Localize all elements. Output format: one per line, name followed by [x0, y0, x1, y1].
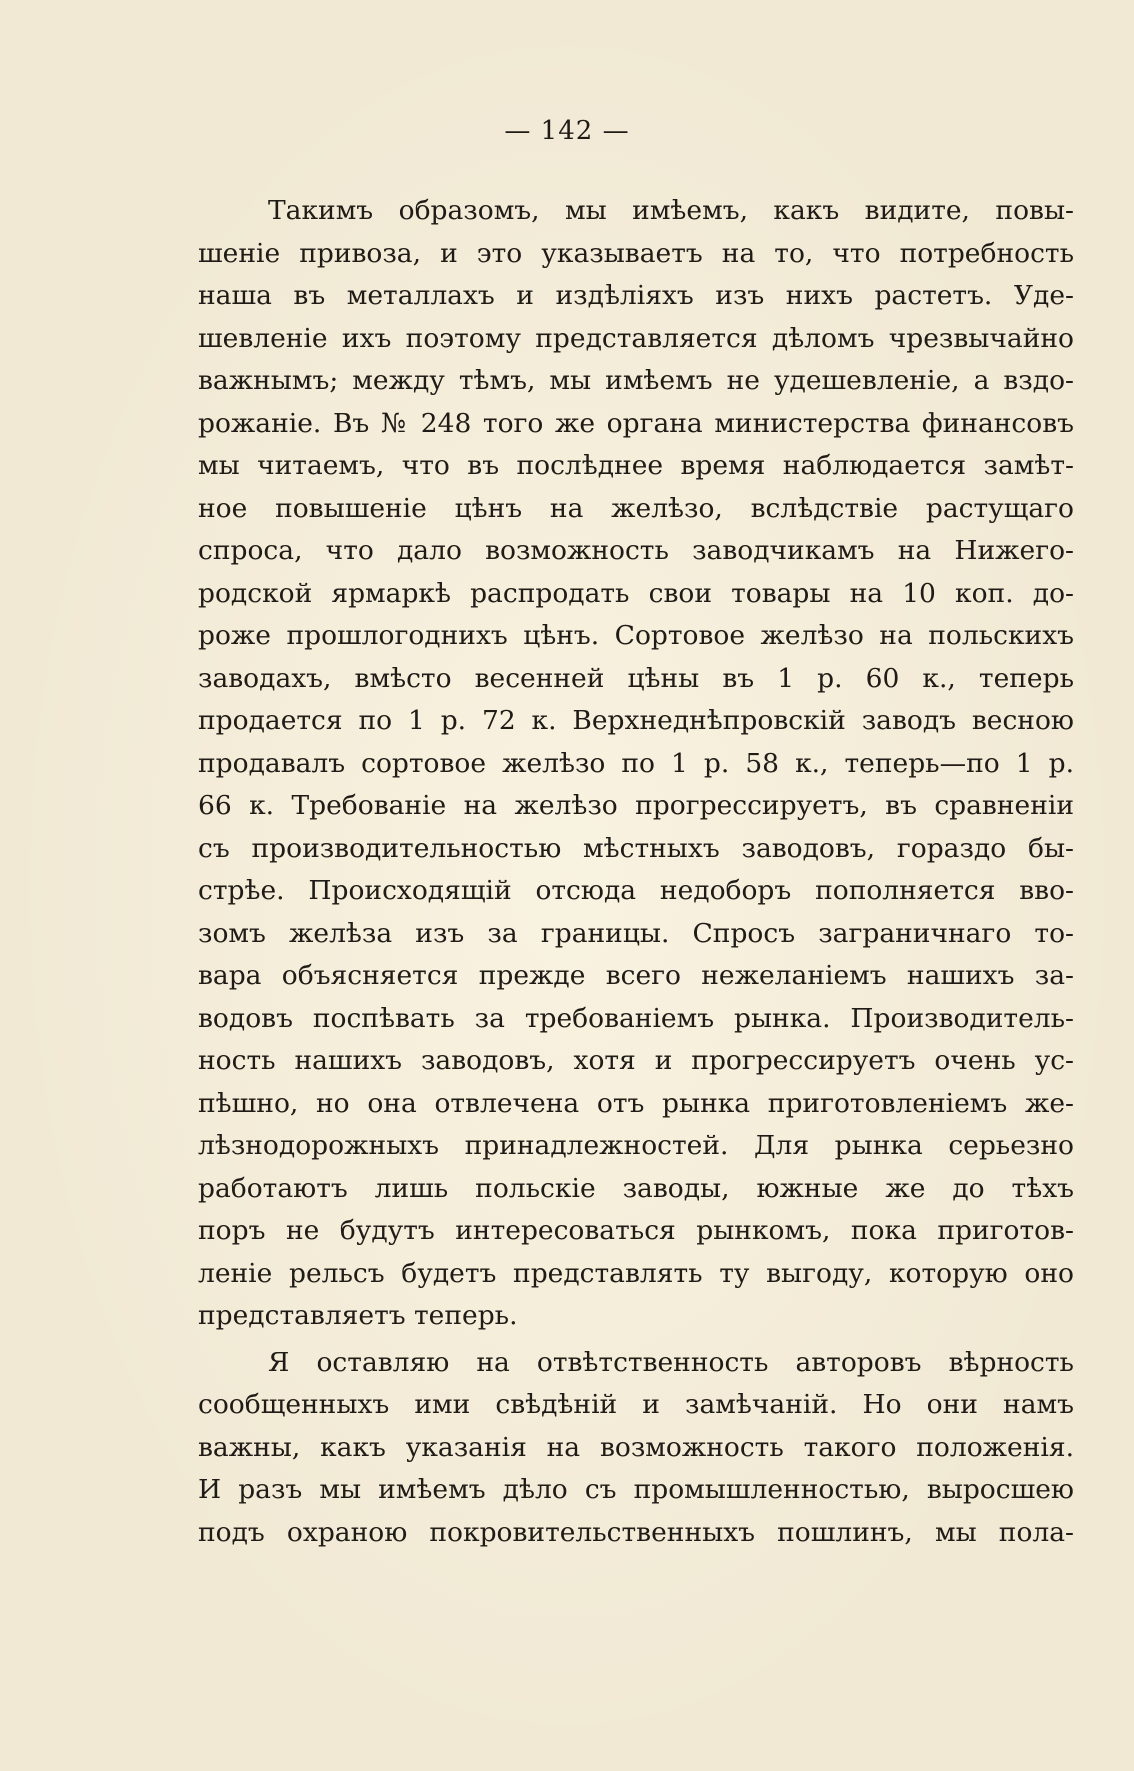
text-line: сообщенныхъ ими свѣдѣній и замѣчаній. Но они намъ	[198, 1389, 1074, 1420]
text-line: важнымъ; между тѣмъ, мы имѣемъ не удешевленіе, а вздо-	[198, 365, 1074, 396]
text-line: роже прошлогоднихъ цѣнъ. Сортовое желѣзо на польскихъ	[198, 620, 1074, 651]
text-line: леніе рельсъ будетъ представлять ту выгоду, которую оно	[198, 1257, 1074, 1289]
text-line: шеніе привоза, и это указываетъ на то, что потребность	[198, 237, 1074, 269]
text-line: наша въ металлахъ и издѣліяхъ изъ нихъ растетъ. Уде-	[198, 280, 1074, 311]
body-text	[198, 190, 1074, 1554]
text-line: продается по 1 р. 72 к. Верхнеднѣпровскій заводъ весною	[198, 705, 1074, 736]
text-line: И разъ мы имѣемъ дѣло съ промышленностью, выросшею	[198, 1474, 1074, 1505]
text-line: стрѣе. Происходящій отсюда недоборъ пополняется вво-	[198, 875, 1074, 906]
text-line: съ производительностью мѣстныхъ заводовъ, гораздо бы-	[198, 832, 1074, 864]
text-line: Я оставляю на отвѣтственность авторовъ вѣрность	[268, 1346, 1074, 1378]
text-line: спроса, что дало возможность заводчикамъ на Нижего-	[198, 535, 1074, 566]
text-line: важны, какъ указанія на возможность такого положенія.	[198, 1431, 1074, 1463]
page-number: — 142 —	[504, 116, 630, 146]
text-line: Такимъ образомъ, мы имѣемъ, какъ видите, повы-	[268, 195, 1074, 226]
text-line: поръ не будутъ интересоваться рынкомъ, пока приготов-	[198, 1215, 1074, 1246]
text-line: работаютъ лишь польскіе заводы, южные же до тѣхъ	[198, 1172, 1074, 1204]
paragraph-2	[198, 1342, 1074, 1555]
text-line: 66 к. Требованіе на желѣзо прогрессируетъ, въ сравненіи	[198, 790, 1074, 821]
text-line: заводахъ, вмѣсто весенней цѣны въ 1 р. 60 к., теперь	[198, 662, 1074, 694]
text-line: продавалъ сортовое желѣзо по 1 р. 58 к., теперь—по 1 р.	[198, 747, 1074, 779]
text-line: подъ охраною покровительственныхъ пошлинъ, мы пола-	[198, 1516, 1074, 1548]
text-line: представляетъ теперь.	[198, 1300, 518, 1331]
text-line: вара объясняется прежде всего нежеланіемъ нашихъ за-	[198, 960, 1074, 991]
text-line: ность нашихъ заводовъ, хотя и прогрессируетъ очень ус-	[198, 1045, 1074, 1076]
text-line: зомъ желѣза изъ за границы. Спросъ заграничнаго то-	[198, 917, 1074, 949]
text-line: лѣзнодорожныхъ принадлежностей. Для рынка серьезно	[198, 1130, 1074, 1161]
text-line: шевленіе ихъ поэтому представляется дѣломъ чрезвычайно	[198, 322, 1074, 354]
text-line: ное повышеніе цѣнъ на желѣзо, вслѣдствіе растущаго	[198, 492, 1074, 524]
text-line: мы читаемъ, что въ послѣднее время наблюдается замѣт-	[198, 450, 1074, 481]
text-line: водовъ поспѣвать за требованіемъ рынка. Производитель-	[198, 1002, 1074, 1034]
text-line: рожаніе. Въ № 248 того же органа министерства финансовъ	[198, 407, 1074, 439]
text-line: пѣшно, но она отвлечена отъ рынка приготовленіемъ же-	[198, 1087, 1074, 1119]
text-line: родской ярмаркѣ распродать свои товары на 10 коп. до-	[198, 577, 1074, 609]
paragraph-1	[198, 190, 1074, 1338]
